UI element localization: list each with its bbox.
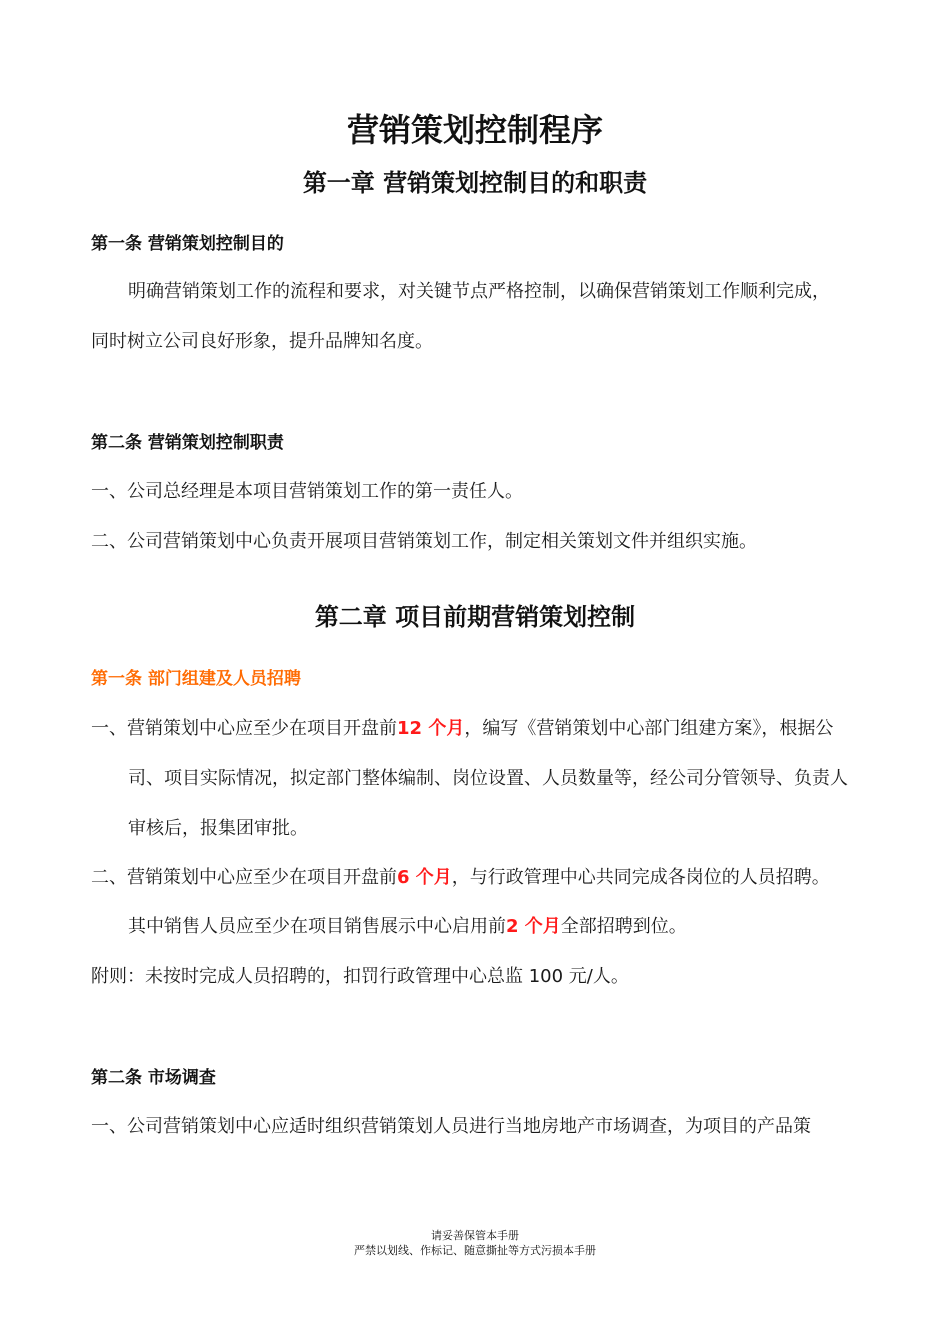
- list-item-continuation: 司、项目实际情况，拟定部门整体编制、岗位设置、人员数量等，经公司分管领导、负责人: [128, 768, 848, 789]
- list-item: [91, 863, 830, 889]
- text-segment: ，编写《营销策划中心部门组建方案》，根据公: [464, 718, 834, 739]
- list-item-continuation: 审核后，报集团审批。: [128, 818, 308, 839]
- footer-line-2: 严禁以划线、作标记、随意撕扯等方式污损本手册: [354, 1244, 596, 1257]
- paragraph-line: 明确营销策划工作的流程和要求，对关键节点严格控制，以确保营销策划工作顺利完成，: [128, 281, 830, 302]
- chapter-2-article-2-heading: 第二条 市场调查: [91, 1068, 216, 1088]
- chapter-1-article-1-heading: 第一条 营销策划控制目的: [91, 234, 284, 254]
- highlight-duration: 2 个月: [506, 916, 561, 937]
- list-item: [91, 714, 833, 740]
- footer-line-1: 请妥善保管本手册: [431, 1229, 519, 1242]
- highlight-duration: 6 个月: [397, 867, 452, 888]
- list-item: 二、公司营销策划中心负责开展项目营销策划工作，制定相关策划文件并组织实施。: [91, 531, 757, 552]
- text-segment: ，与行政管理中心共同完成各岗位的人员招聘。: [451, 867, 830, 888]
- chapter-2-article-1-heading: 第一条 部门组建及人员招聘: [91, 669, 301, 689]
- list-item: 一、公司总经理是本项目营销策划工作的第一责任人。: [91, 481, 523, 502]
- list-item-continuation: [128, 912, 687, 938]
- document-title: 营销策划控制程序: [346, 111, 603, 149]
- appendix-note: 附则：未按时完成人员招聘的，扣罚行政管理中心总监 100 元/人。: [91, 966, 629, 987]
- chapter-2-heading: 第二章 项目前期营销策划控制: [314, 603, 636, 631]
- list-item: 一、公司营销策划中心应适时组织营销策划人员进行当地房地产市场调查，为项目的产品策: [91, 1116, 811, 1137]
- text-segment: 全部招聘到位。: [560, 916, 687, 937]
- chapter-1-article-2-heading: 第二条 营销策划控制职责: [91, 433, 284, 453]
- paragraph-line: 同时树立公司良好形象，提升品牌知名度。: [91, 331, 433, 352]
- text-segment: 其中销售人员应至少在项目销售展示中心启用前: [128, 916, 506, 937]
- text-segment: 二、营销策划中心应至少在项目开盘前: [91, 867, 397, 888]
- chapter-1-heading: 第一章 营销策划控制目的和职责: [302, 169, 648, 197]
- text-segment: 一、营销策划中心应至少在项目开盘前: [91, 718, 397, 739]
- highlight-duration: 12 个月: [397, 718, 465, 739]
